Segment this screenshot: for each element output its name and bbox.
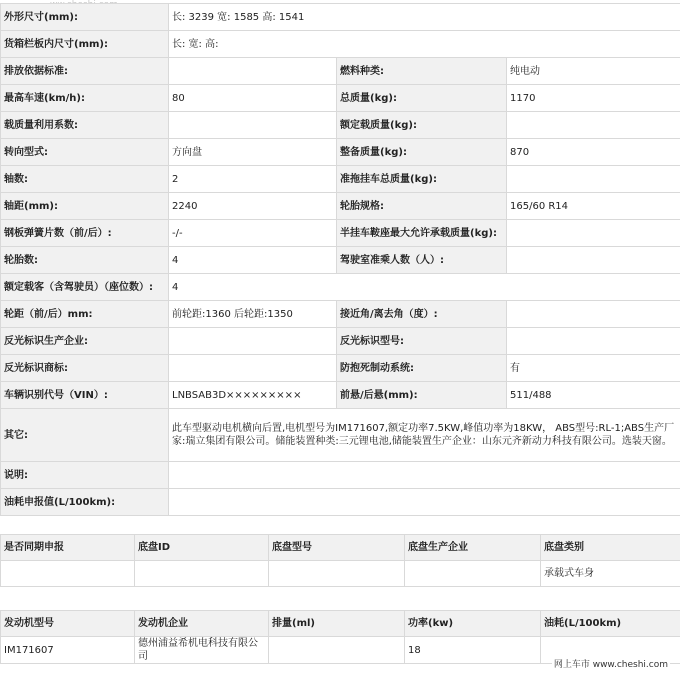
field-label: 最高车速(km/h): xyxy=(1,85,169,112)
field-value: 2240 xyxy=(169,193,337,220)
field-value: 4 xyxy=(169,274,680,301)
field-label: 总质量(kg): xyxy=(337,85,507,112)
field-label: 轮胎数: xyxy=(1,247,169,274)
field-label: 转向型式: xyxy=(1,139,169,166)
field-label: 反光标识型号: xyxy=(337,328,507,355)
table-cell: IM171607 xyxy=(1,637,135,664)
field-value: 511/488 xyxy=(507,382,680,409)
spec-row xyxy=(1,139,680,166)
field-label: 其它: xyxy=(1,409,169,462)
field-value: 此车型驱动电机横向后置,电机型号为IM171607,额定功率7.5KW,峰值功率为18KW， ABS型号:RL-1;ABS生产厂家:瑞立集团有限公司。储能装置种类:三元锂电池,储能装置生产企业：山东元齐新动力科技有限公司。选装天窗。 xyxy=(169,409,680,462)
field-value: 前轮距:1360 后轮距:1350 xyxy=(169,301,337,328)
spec-row xyxy=(1,58,680,85)
field-value: 2 xyxy=(169,166,337,193)
field-value xyxy=(507,166,680,193)
field-label: 反光标识生产企业: xyxy=(1,328,169,355)
field-label: 驾驶室准乘人数（人）: xyxy=(337,247,507,274)
field-label: 整备质量(kg): xyxy=(337,139,507,166)
field-value xyxy=(507,328,680,355)
field-value xyxy=(507,301,680,328)
field-label: 载质量利用系数: xyxy=(1,112,169,139)
table-cell xyxy=(269,561,405,587)
field-value: 1170 xyxy=(507,85,680,112)
table-cell xyxy=(405,561,541,587)
spec-row xyxy=(1,301,680,328)
spec-row xyxy=(1,112,680,139)
column-header: 底盘生产企业 xyxy=(405,535,541,561)
field-label: 说明: xyxy=(1,462,169,489)
engine-table xyxy=(0,610,680,664)
column-header: 是否同期申报 xyxy=(1,535,135,561)
field-value xyxy=(507,112,680,139)
field-value xyxy=(169,355,337,382)
field-value: LNBSAB3D××××××××× xyxy=(169,382,337,409)
table-cell: 18 xyxy=(405,637,541,664)
field-value xyxy=(169,328,337,355)
field-value: 长: 3239 宽: 1585 高: 1541 xyxy=(169,4,680,31)
column-header: 发动机企业 xyxy=(135,611,269,637)
field-value: 方向盘 xyxy=(169,139,337,166)
column-header: 底盘ID xyxy=(135,535,269,561)
spec-row xyxy=(1,4,680,31)
field-label: 额定载客（含驾驶员）（座位数）: xyxy=(1,274,169,301)
spec-row xyxy=(1,85,680,112)
field-value xyxy=(507,220,680,247)
column-header: 功率(kw) xyxy=(405,611,541,637)
column-header: 油耗(L/100km) xyxy=(541,611,680,637)
field-value: 165/60 R14 xyxy=(507,193,680,220)
spec-row xyxy=(1,489,680,516)
table-cell: 承载式车身 xyxy=(541,561,680,587)
spec-row xyxy=(1,382,680,409)
watermark: 网上车市 www.cheshi.com xyxy=(552,657,670,670)
field-label: 货箱栏板内尺寸(mm): xyxy=(1,31,169,58)
field-label: 防抱死制动系统: xyxy=(337,355,507,382)
field-label: 额定载质量(kg): xyxy=(337,112,507,139)
field-value xyxy=(169,58,337,85)
field-label: 排放依据标准: xyxy=(1,58,169,85)
table-cell xyxy=(135,561,269,587)
field-label: 前悬/后悬(mm): xyxy=(337,382,507,409)
spec-row xyxy=(1,247,680,274)
spec-row xyxy=(1,166,680,193)
table-cell xyxy=(269,637,405,664)
column-header: 发动机型号 xyxy=(1,611,135,637)
field-value: -/- xyxy=(169,220,337,247)
field-label: 外形尺寸(mm): xyxy=(1,4,169,31)
field-label: 轴数: xyxy=(1,166,169,193)
field-value: 长: 宽: 高: xyxy=(169,31,680,58)
table-cell: 德州浦益希机电科技有限公司 xyxy=(135,637,269,664)
column-header: 底盘型号 xyxy=(269,535,405,561)
table-cell xyxy=(1,561,135,587)
spec-row xyxy=(1,462,680,489)
field-value: 4 xyxy=(169,247,337,274)
field-value: 纯电动 xyxy=(507,58,680,85)
column-header: 底盘类别 xyxy=(541,535,680,561)
field-label: 反光标识商标: xyxy=(1,355,169,382)
field-value: 80 xyxy=(169,85,337,112)
spec-row xyxy=(1,220,680,247)
field-value xyxy=(169,462,680,489)
field-value xyxy=(169,489,680,516)
column-header: 排量(ml) xyxy=(269,611,405,637)
field-label: 准拖挂车总质量(kg): xyxy=(337,166,507,193)
spec-row xyxy=(1,274,680,301)
field-label: 轮胎规格: xyxy=(337,193,507,220)
spec-table xyxy=(0,3,680,516)
field-value xyxy=(507,247,680,274)
spec-row xyxy=(1,31,680,58)
spec-row xyxy=(1,355,680,382)
field-label: 钢板弹簧片数（前/后）: xyxy=(1,220,169,247)
field-label: 半挂车鞍座最大允许承载质量(kg): xyxy=(337,220,507,247)
spec-row xyxy=(1,193,680,220)
chassis-table xyxy=(0,534,680,587)
field-label: 车辆识别代号（VIN）: xyxy=(1,382,169,409)
field-value: 有 xyxy=(507,355,680,382)
field-value xyxy=(169,112,337,139)
field-value: 870 xyxy=(507,139,680,166)
spec-row xyxy=(1,409,680,462)
field-label: 燃料种类: xyxy=(337,58,507,85)
field-label: 油耗申报值(L/100km): xyxy=(1,489,169,516)
spec-row xyxy=(1,328,680,355)
field-label: 接近角/离去角（度）: xyxy=(337,301,507,328)
field-label: 轮距（前/后）mm: xyxy=(1,301,169,328)
field-label: 轴距(mm): xyxy=(1,193,169,220)
